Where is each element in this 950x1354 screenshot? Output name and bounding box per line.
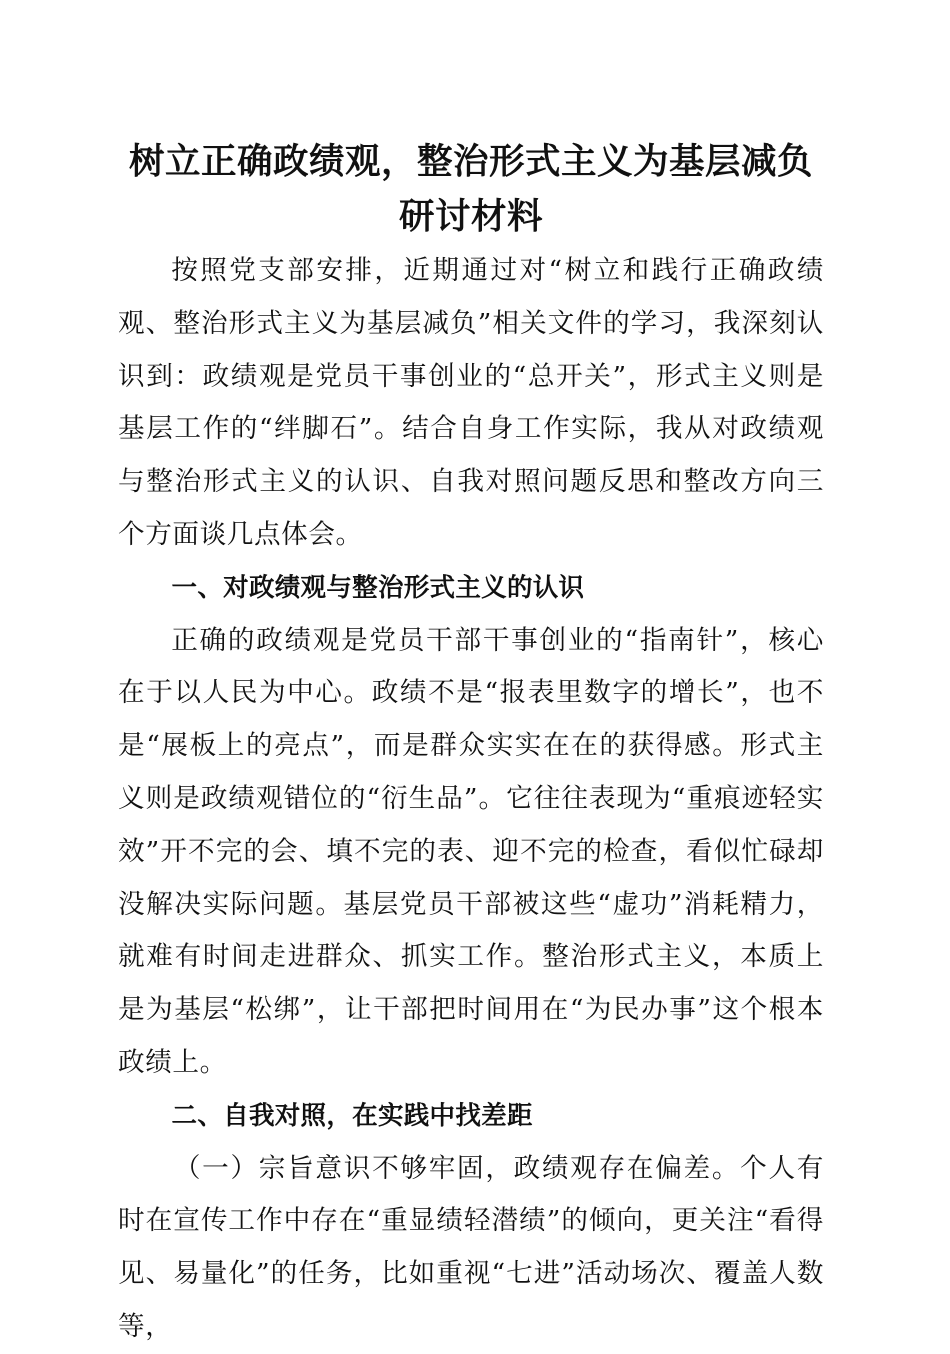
section-2-sub-1-lead: （一）宗旨意识不够牢固，政绩观存在偏差。 [173, 1152, 741, 1184]
document-title: 树立正确政绩观，整治形式主义为基层减负研讨材料 [128, 141, 813, 237]
section-2-heading: 二、自我对照，在实践中找差距 [171, 1100, 533, 1131]
intro-paragraph: 按照党支部安排，近期通过对“树立和践行正确政绩观、整治形式主义为基层减负”相关文件的学习，我深刻认识到：政绩观是党员干事创业的“总开关”，形式主义则是基层工作的“绊脚石”。结合自身工作实际，我从对政绩观与整治形式主义的认识、自我对照问题反思和整改方向三个方面谈几点体会。 [118, 255, 824, 550]
document-body [118, 134, 824, 1354]
section-2-sub-1-paragraph [118, 1143, 824, 1354]
section-2-sub-1-body: 个人有时在宣传工作中存在“重显绩轻潜绩”的倾向，更关注“看得见、易量化”的任务，比如重视“七进”活动场次、覆盖人数等， [118, 1152, 824, 1342]
section-1-paragraph: 正确的政绩观是党员干部干事创业的“指南针”，核心在于以人民为中心。政绩不是“报表里数字的增长”，也不是“展板上的亮点”，而是群众实实在在的获得感。形式主义则是政绩观错位的“衍生品”。它往往表现为“重痕迹轻实效”开不完的会、填不完的表、迎不完的检查，看似忙碌却没解决实际问题。基层党员干部被这些“虚功”消耗精力，就难有时间走进群众、抓实工作。整治形式主义，本质上是为基层“松绑”，让干部把时间用在“为民办事”这个根本政绩上。 [118, 624, 824, 1078]
section-1-heading: 一、对政绩观与整治形式主义的认识 [171, 572, 585, 603]
